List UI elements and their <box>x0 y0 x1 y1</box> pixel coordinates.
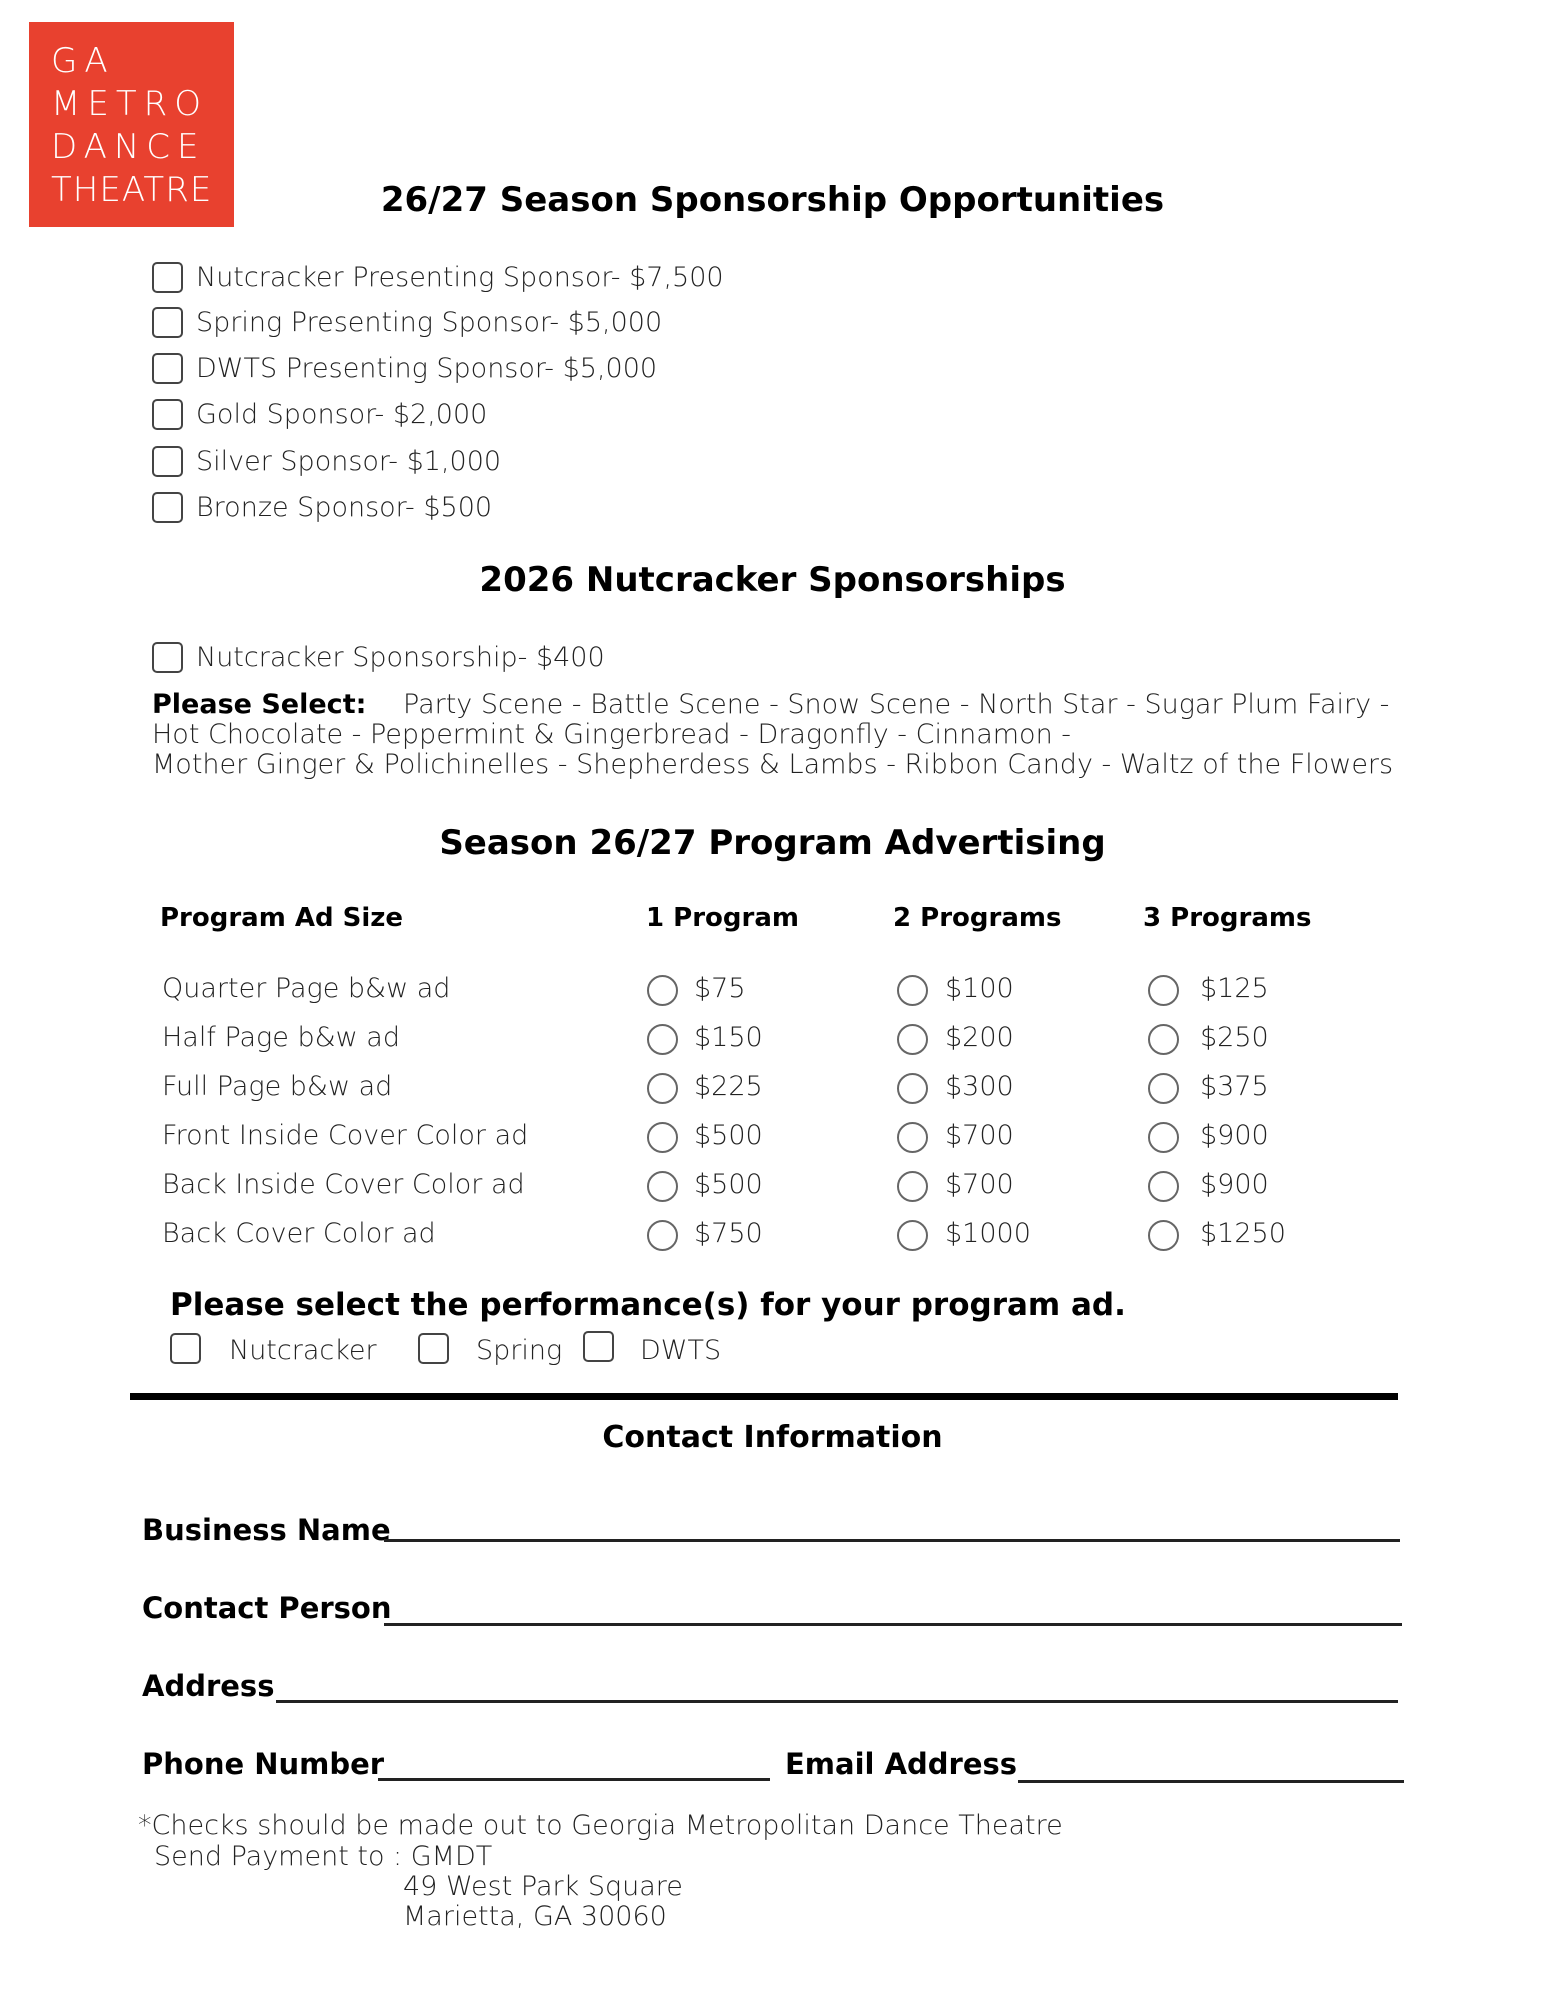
email-label: Email Address <box>785 1747 1018 1781</box>
option-label: Nutcracker Presenting Sponsor- $7,500 <box>196 261 724 293</box>
address-label: Address <box>142 1669 275 1703</box>
checkbox[interactable] <box>152 642 183 673</box>
checkbox[interactable] <box>152 446 183 477</box>
column-header-3-programs: 3 Programs <box>1143 903 1312 933</box>
nutcracker-option[interactable] <box>152 637 605 677</box>
address-street: 49 West Park Square <box>403 1871 683 1902</box>
ad-radio-1-program[interactable] <box>647 975 678 1006</box>
ad-size-label: Quarter Page b&w ad <box>162 973 451 1004</box>
ad-radio-1-program[interactable] <box>647 1024 678 1055</box>
ad-radio-3-program[interactable] <box>1148 1073 1179 1104</box>
ad-price: $150 <box>694 1022 763 1053</box>
ad-radio-3-program[interactable] <box>1148 1220 1179 1251</box>
address-field[interactable] <box>276 1700 1398 1703</box>
ad-price: $375 <box>1200 1071 1269 1102</box>
ad-price: $700 <box>945 1120 1014 1151</box>
ad-size-label: Full Page b&w ad <box>162 1071 393 1102</box>
season-option-nutcracker[interactable] <box>152 257 724 297</box>
ad-price: $500 <box>694 1120 763 1151</box>
send-payment: Send Payment to : GMDT <box>154 1841 493 1872</box>
option-label: Spring Presenting Sponsor- $5,000 <box>196 306 663 338</box>
ad-size-label: Back Cover Color ad <box>162 1218 436 1249</box>
ad-price: $700 <box>945 1169 1014 1200</box>
ad-price: $750 <box>694 1218 763 1249</box>
ad-radio-2-program[interactable] <box>897 1073 928 1104</box>
ad-radio-1-program[interactable] <box>647 1220 678 1251</box>
season-option-dwts[interactable] <box>152 348 657 388</box>
ad-price: $200 <box>945 1022 1014 1053</box>
option-label: Silver Sponsor- $1,000 <box>196 445 502 477</box>
performance-checkbox-spring[interactable] <box>418 1333 449 1364</box>
scenes-text-1: Party Scene - Battle Scene - Snow Scene - North Star - Sugar Plum Fairy - <box>403 689 1390 720</box>
ad-price: $900 <box>1200 1120 1269 1151</box>
logo-line-1: GA <box>51 41 115 81</box>
ad-radio-3-program[interactable] <box>1148 975 1179 1006</box>
column-header-1-program: 1 Program <box>646 903 799 933</box>
season-option-silver[interactable] <box>152 441 501 481</box>
logo-line-2: METRO <box>51 84 208 124</box>
scene-line-1 <box>152 689 1389 720</box>
season-option-bronze[interactable] <box>152 487 492 527</box>
checkbox[interactable] <box>152 399 183 430</box>
ad-price: $500 <box>694 1169 763 1200</box>
nutcracker-heading: 2026 Nutcracker Sponsorships <box>479 560 1066 600</box>
checkbox[interactable] <box>152 307 183 338</box>
ad-radio-2-program[interactable] <box>897 975 928 1006</box>
ad-price: $900 <box>1200 1169 1269 1200</box>
ad-radio-1-program[interactable] <box>647 1073 678 1104</box>
ad-radio-2-program[interactable] <box>897 1024 928 1055</box>
ad-price: $1250 <box>1200 1218 1286 1249</box>
ad-radio-3-program[interactable] <box>1148 1024 1179 1055</box>
advertising-heading: Season 26/27 Program Advertising <box>439 823 1106 863</box>
contact-person-label: Contact Person <box>142 1591 392 1625</box>
checkbox[interactable] <box>152 492 183 523</box>
ad-size-label: Half Page b&w ad <box>162 1022 400 1053</box>
scenes-text-2: Hot Chocolate - Peppermint & Gingerbread - Dragonfly - Cinnamon - <box>152 719 1072 750</box>
ad-price: $100 <box>945 973 1014 1004</box>
ad-radio-1-program[interactable] <box>647 1122 678 1153</box>
logo-line-4: THEATRE <box>51 170 213 210</box>
performance-checkbox-dwts[interactable] <box>583 1331 614 1362</box>
option-label: Nutcracker Sponsorship- $400 <box>196 641 605 673</box>
ad-radio-2-program[interactable] <box>897 1220 928 1251</box>
logo-line-3: DANCE <box>51 127 206 167</box>
ad-size-label: Back Inside Cover Color ad <box>162 1169 525 1200</box>
ad-price: $300 <box>945 1071 1014 1102</box>
ad-price: $1000 <box>945 1218 1031 1249</box>
phone-field[interactable] <box>378 1778 770 1781</box>
scenes-text-3: Mother Ginger & Polichinelles - Shepherdess & Lambs - Ribbon Candy - Waltz of the Flowers <box>152 749 1394 780</box>
season-heading: 26/27 Season Sponsorship Opportunities <box>380 180 1165 220</box>
ad-radio-2-program[interactable] <box>897 1171 928 1202</box>
section-divider <box>130 1393 1398 1400</box>
season-option-spring[interactable] <box>152 302 662 342</box>
column-header-2-programs: 2 Programs <box>893 903 1062 933</box>
season-option-gold[interactable] <box>152 394 487 434</box>
please-select-label: Please Select: <box>152 689 367 720</box>
contact-heading: Contact Information <box>602 1420 943 1455</box>
column-header-ad-size: Program Ad Size <box>160 903 404 933</box>
address-city: Marietta, GA 30060 <box>403 1901 667 1932</box>
performance-label-dwts: DWTS <box>640 1335 722 1366</box>
business-name-label: Business Name <box>142 1513 391 1547</box>
email-field[interactable] <box>1018 1780 1404 1783</box>
performance-label-spring: Spring <box>476 1335 563 1366</box>
performance-prompt: Please select the performance(s) for your program ad. <box>170 1287 1126 1323</box>
ad-radio-1-program[interactable] <box>647 1171 678 1202</box>
contact-person-field[interactable] <box>384 1623 1402 1626</box>
business-name-field[interactable] <box>384 1539 1400 1542</box>
ad-price: $225 <box>694 1071 763 1102</box>
ad-radio-2-program[interactable] <box>897 1122 928 1153</box>
ad-size-label: Front Inside Cover Color ad <box>162 1120 529 1151</box>
checkbox[interactable] <box>152 262 183 293</box>
checkbox[interactable] <box>152 353 183 384</box>
ad-radio-3-program[interactable] <box>1148 1171 1179 1202</box>
performance-label-nutcracker: Nutcracker <box>229 1335 377 1366</box>
option-label: DWTS Presenting Sponsor- $5,000 <box>196 352 658 384</box>
ad-price: $75 <box>694 973 746 1004</box>
checks-note: *Checks should be made out to Georgia Metropolitan Dance Theatre <box>138 1810 1063 1841</box>
option-label: Bronze Sponsor- $500 <box>196 491 493 523</box>
ad-price: $250 <box>1200 1022 1269 1053</box>
ad-radio-3-program[interactable] <box>1148 1122 1179 1153</box>
option-label: Gold Sponsor- $2,000 <box>196 398 488 430</box>
phone-label: Phone Number <box>142 1747 385 1781</box>
performance-checkbox-nutcracker[interactable] <box>170 1333 201 1364</box>
ad-price: $125 <box>1200 973 1269 1004</box>
